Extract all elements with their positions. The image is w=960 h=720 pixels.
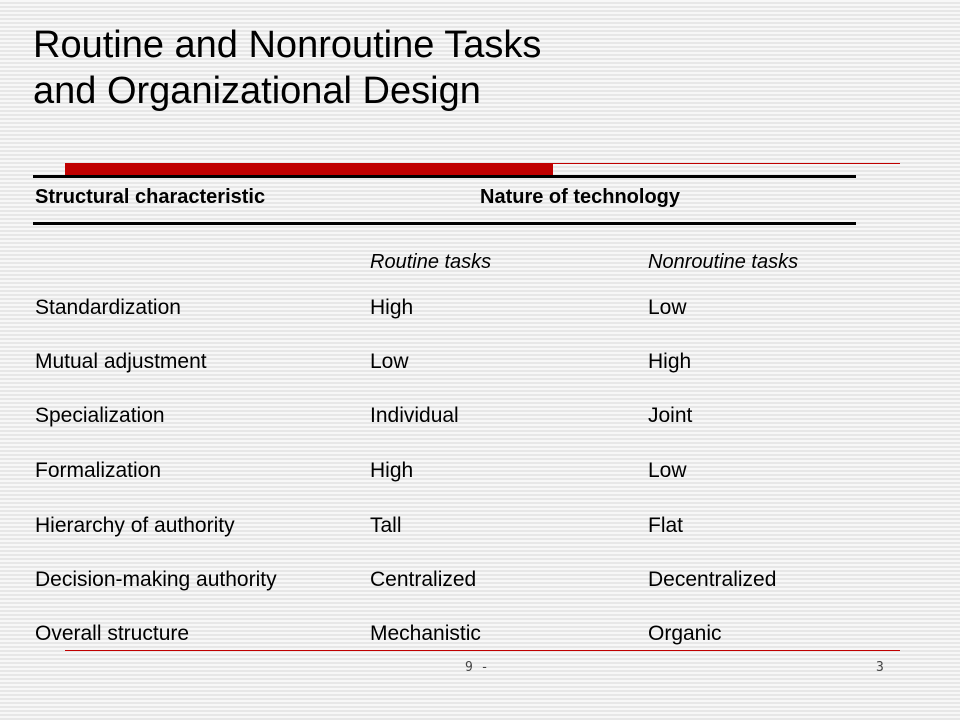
header-nature-of-technology: Nature of technology — [480, 186, 681, 208]
table-row — [0, 404, 960, 434]
subheader-nonroutine-tasks: Nonroutine tasks — [648, 251, 799, 273]
row-characteristic: Standardization — [35, 296, 181, 319]
table-top-rule — [33, 175, 856, 178]
table-row — [0, 622, 960, 652]
row-characteristic: Mutual adjustment — [35, 350, 207, 373]
table-row — [0, 568, 960, 598]
row-routine-value: High — [370, 296, 414, 319]
row-routine-value: Mechanistic — [370, 622, 481, 645]
row-routine-value: Low — [370, 350, 409, 373]
slide-title-line-2: and Organizational Design — [33, 70, 481, 112]
row-nonroutine-value: High — [648, 350, 692, 373]
row-characteristic: Overall structure — [35, 622, 190, 645]
row-nonroutine-value: Flat — [648, 514, 684, 537]
slide-title-line-1: Routine and Nonroutine Tasks — [33, 24, 542, 66]
title-accent-line — [553, 163, 900, 164]
footer-rule — [65, 650, 900, 651]
row-routine-value: Tall — [370, 514, 402, 537]
footer-page-number: 3 — [876, 660, 884, 675]
table-row — [0, 350, 960, 380]
row-characteristic: Hierarchy of authority — [35, 514, 235, 537]
row-routine-value: Centralized — [370, 568, 477, 591]
table-row — [0, 514, 960, 544]
row-nonroutine-value: Decentralized — [648, 568, 777, 591]
row-characteristic: Specialization — [35, 404, 165, 427]
table-row — [0, 459, 960, 489]
row-characteristic: Decision-making authority — [35, 568, 277, 591]
row-nonroutine-value: Joint — [648, 404, 693, 427]
row-routine-value: High — [370, 459, 414, 482]
row-nonroutine-value: Low — [648, 459, 687, 482]
row-nonroutine-value: Organic — [648, 622, 722, 645]
subheader-routine-tasks: Routine tasks — [370, 251, 492, 273]
slide-title — [33, 22, 541, 114]
row-characteristic: Formalization — [35, 459, 162, 482]
table-row — [0, 296, 960, 326]
title-accent-bar — [65, 163, 553, 175]
header-structural-characteristic: Structural characteristic — [35, 186, 266, 208]
row-nonroutine-value: Low — [648, 296, 687, 319]
footer-chapter-number: 9 - — [465, 660, 489, 675]
table-header-rule — [33, 222, 856, 225]
row-routine-value: Individual — [370, 404, 459, 427]
